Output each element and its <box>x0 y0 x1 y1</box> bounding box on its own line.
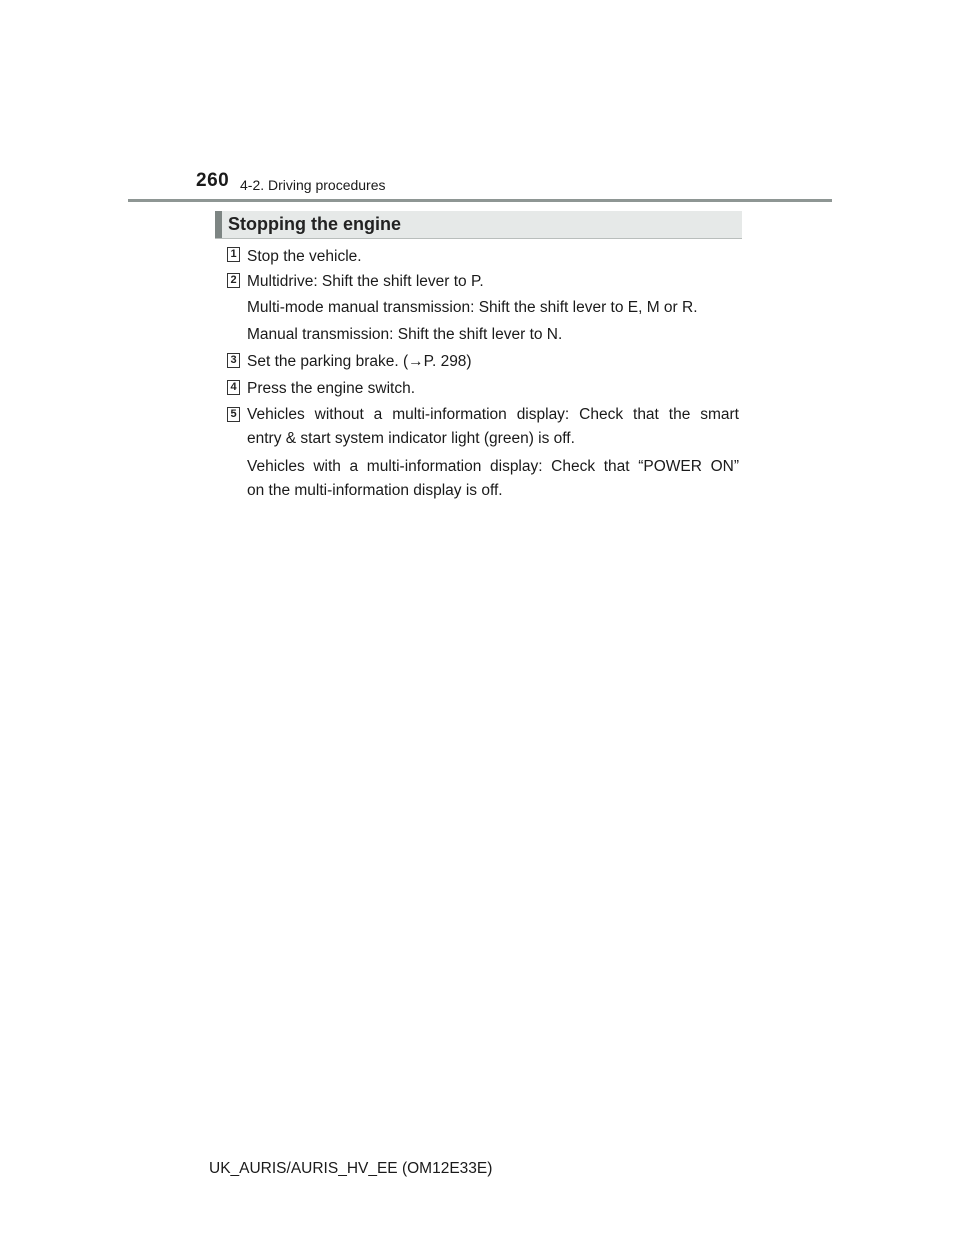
section-label: 4-2. Driving procedures <box>240 177 386 193</box>
page-number: 260 <box>196 170 230 191</box>
step-5-text-1: Vehicles without a multi-information display: Check that the smart <box>247 406 739 423</box>
step-5-text-3: Vehicles with a multi-information display: Check that “POWER ON” <box>247 458 739 475</box>
step-5-text-2: entry & start system indicator light (green) is off. <box>247 430 575 447</box>
step-5-text-4: on the multi-information display is off. <box>247 482 503 499</box>
heading-title: Stopping the engine <box>228 214 401 234</box>
step-number-3: 3 <box>227 353 240 368</box>
section-heading <box>215 211 742 239</box>
step-number-1: 1 <box>227 247 240 262</box>
step-2-text-1: Multidrive: Shift the shift lever to P. <box>247 273 484 290</box>
step-number-2: 2 <box>227 273 240 288</box>
step-1-text: Stop the vehicle. <box>247 248 362 265</box>
step-number-4: 4 <box>227 380 240 395</box>
step-2-text-2: Multi-mode manual transmission: Shift the shift lever to E, M or R. <box>247 299 698 316</box>
heading-accent <box>215 211 222 238</box>
step-number-5: 5 <box>227 407 240 422</box>
step-4-text: Press the engine switch. <box>247 380 416 397</box>
header-rule <box>128 199 832 202</box>
step-2-text-3: Manual transmission: Shift the shift lever to N. <box>247 326 563 343</box>
step-3-text: Set the parking brake. (→P. 298) <box>247 353 472 370</box>
footer-model-code: UK_AURIS/AURIS_HV_EE (OM12E33E) <box>209 1160 493 1177</box>
